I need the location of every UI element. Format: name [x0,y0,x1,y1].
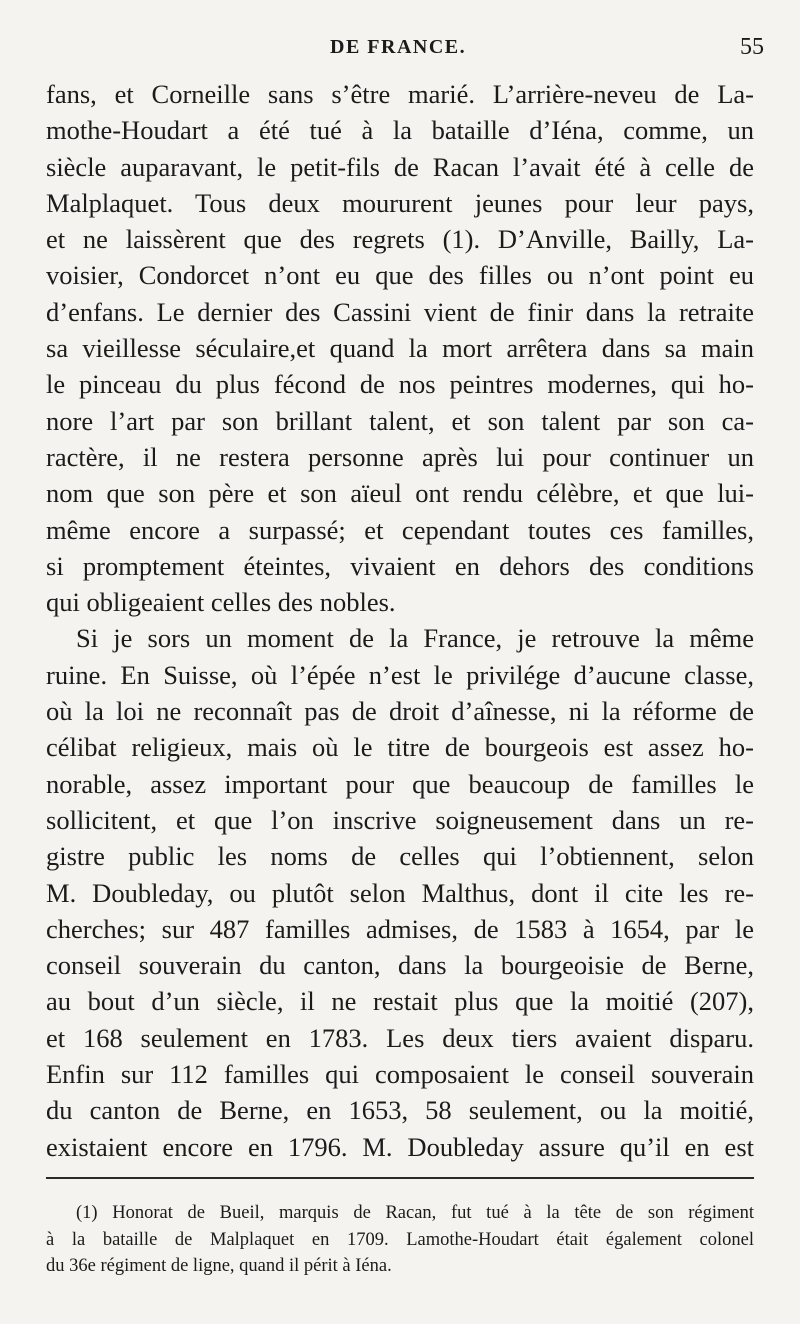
text-line: sollicitent, et que l’on inscrive soigneusement dans un re- [46,804,754,835]
text-line: si promptement éteintes, vivaient en dehors des conditions [46,550,754,581]
paragraph-start-line: Si je sors un moment de la France, je retrouve la même [76,623,754,654]
text-line: gistre public les noms de celles qui l’obtiennent, selon [46,841,754,872]
text-line: Malplaquet. Tous deux moururent jeunes pour leur pays, [46,187,754,218]
text-line: existaient encore en 1796. M. Doubleday assure qu’il en est [46,1131,754,1162]
text-line: voisier, Condorcet n’ont eu que des filles ou n’ont point eu [46,260,754,291]
text-line: ractère, il ne restera personne après lui pour continuer un [46,441,754,472]
page-header [0,36,800,66]
text-line: mothe-Houdart a été tué à la bataille d’Iéna, comme, un [46,115,754,146]
body-text [46,76,754,1165]
text-line: Enfin sur 112 familles qui composaient le conseil souverain [46,1059,754,1090]
text-line: nom que son père et son aïeul ont rendu célèbre, et que lui- [46,478,754,509]
text-line: et ne laissèrent que des regrets (1). D’Anville, Bailly, La- [46,224,754,255]
text-line: siècle auparavant, le petit-fils de Racan l’avait été à celle de [46,151,754,182]
footnote-line: (1) Honorat de Bueil, marquis de Racan, fut tué à la tête de son régiment [76,1203,754,1223]
text-line: conseil souverain du canton, dans la bourgeoisie de Berne, [46,950,754,981]
text-line: même encore a surpassé; et cependant toutes ces familles, [46,514,754,545]
footnote-line: à la bataille de Malplaquet en 1709. Lamothe-Houdart était également colonel [46,1229,754,1250]
footnote-divider [46,1177,754,1179]
footnote-line: du 36e régiment de ligne, quand il périt à Iéna. [46,1256,392,1276]
text-line: du canton de Berne, en 1653, 58 seulement, ou la moitié, [46,1095,754,1126]
text-line: nore l’art par son brillant talent, et son talent par son ca- [46,405,754,436]
page-number: 55 [740,34,764,60]
text-line: et 168 seulement en 1783. Les deux tiers avaient disparu. [46,1022,754,1053]
footnote [46,1200,754,1280]
text-line: fans, et Corneille sans s’être marié. L’arrière-neveu de La- [46,79,754,109]
text-line: le pinceau du plus fécond de nos peintres modernes, qui ho- [46,369,754,400]
text-line: célibat religieux, mais où le titre de bourgeois est assez ho- [46,732,754,763]
text-line: norable, assez important pour que beaucoup de familles le [46,768,754,799]
text-line: cherches; sur 487 familles admises, de 1583 à 1654, par le [46,913,754,944]
text-line: d’enfans. Le dernier des Cassini vient de finir dans la retraite [46,296,754,327]
text-line: sa vieillesse séculaire,et quand la mort arrêtera dans sa main [46,333,754,364]
paragraph-end-line: qui obligeaient celles des nobles. [46,587,396,618]
running-title: DE FRANCE. [330,36,467,58]
text-line: où la loi ne reconnaît pas de droit d’aînesse, ni la réforme de [46,696,754,727]
text-line: M. Doubleday, ou plutôt selon Malthus, dont il cite les re- [46,877,754,908]
text-line: au bout d’un siècle, il ne restait plus que la moitié (207), [46,986,754,1017]
text-line: ruine. En Suisse, où l’épée n’est le privilége d’aucune classe, [46,659,754,690]
